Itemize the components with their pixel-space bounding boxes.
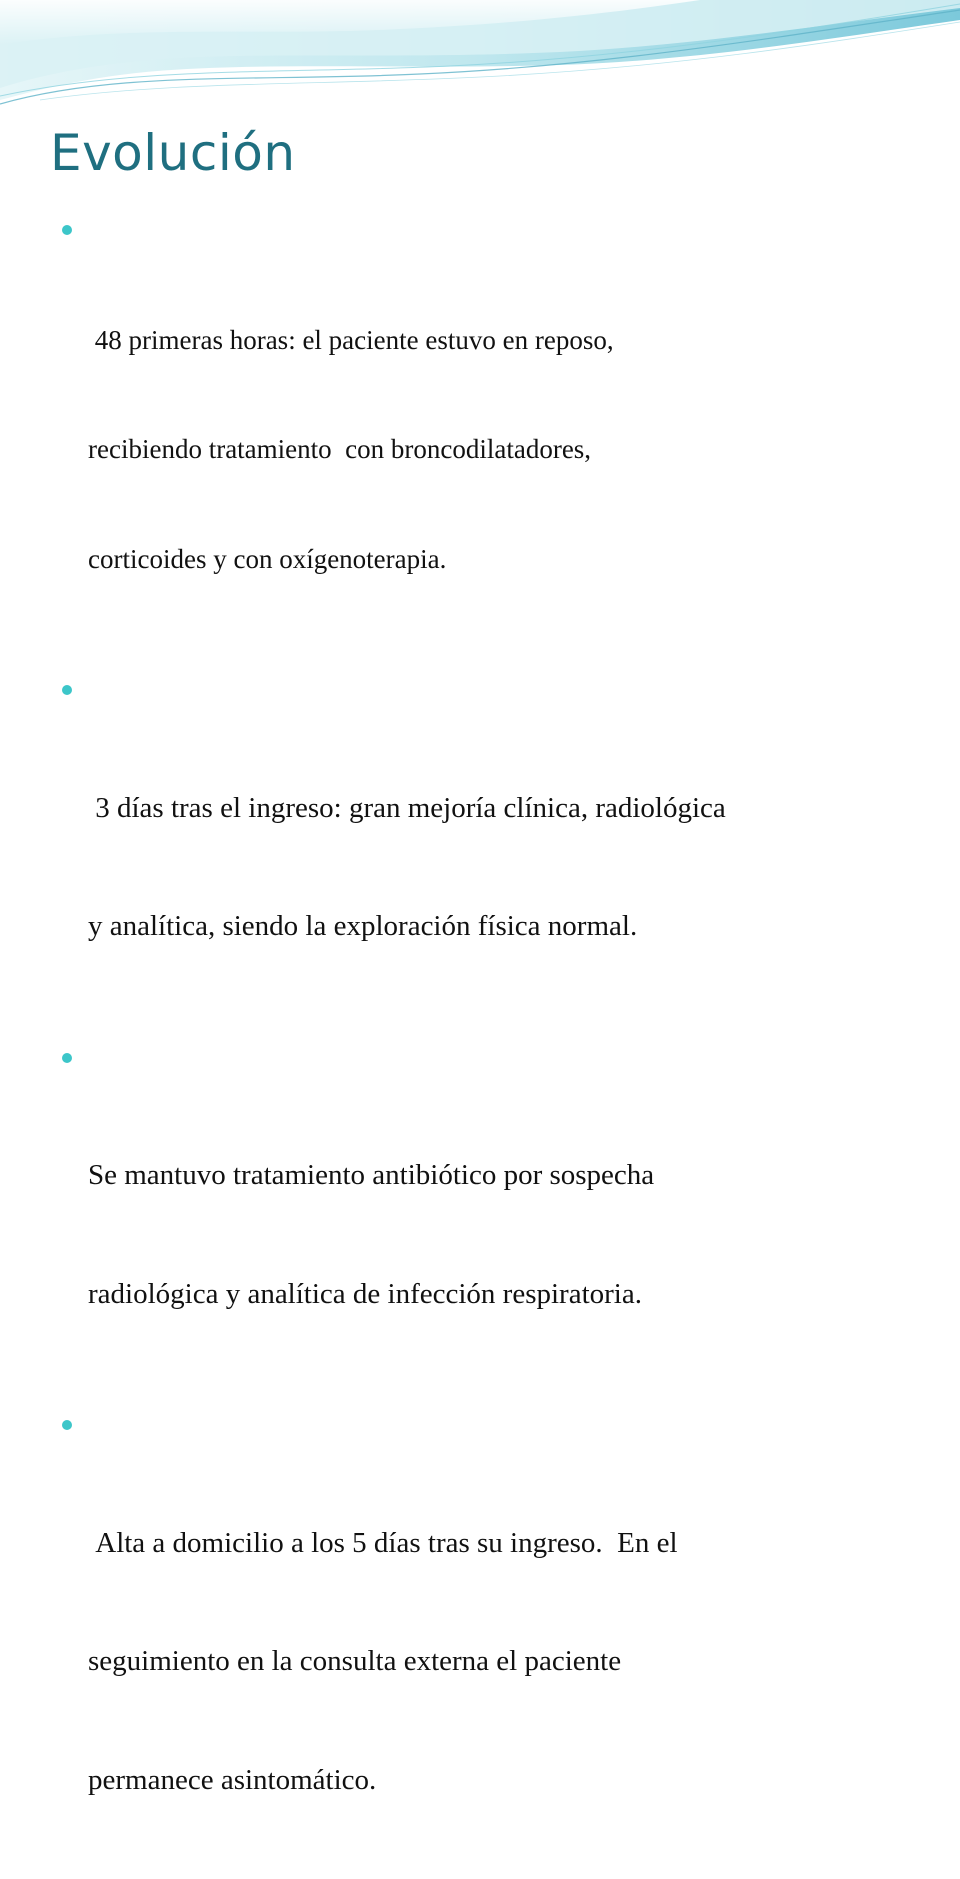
- bullet-dot-icon: [62, 225, 72, 235]
- bullet-item: [88, 1038, 928, 1394]
- bullet-item: [88, 670, 928, 1026]
- header-wave-decoration: [0, 0, 960, 110]
- bullet-line: permanece asintomático.: [88, 1763, 377, 1796]
- bullet-line: seguimiento en la consulta externa el paciente: [88, 1645, 622, 1677]
- bullet-item: [88, 212, 928, 650]
- bullet-item: [88, 1405, 928, 1879]
- bullet-line: recibiendo tratamiento con broncodilatadores,: [88, 434, 592, 464]
- bullet-line: Se mantuvo tratamiento antibiótico por sospecha: [88, 1159, 655, 1191]
- bullet-dot-icon: [62, 685, 72, 695]
- bullet-line: corticoides y con oxígenoterapia.: [88, 543, 447, 574]
- bullet-list: [88, 212, 928, 1879]
- slide-title: Evolución: [50, 124, 296, 182]
- bullet-dot-icon: [62, 1053, 72, 1063]
- bullet-line: Alta a domicilio a los 5 días tras su ingreso. En el: [88, 1526, 678, 1559]
- bullet-dot-icon: [62, 1420, 72, 1430]
- bullet-line: 48 primeras horas: el paciente estuvo en reposo,: [88, 324, 614, 355]
- bullet-line: y analítica, siendo la exploración física normal.: [88, 910, 638, 942]
- bullet-line: radiológica y analítica de infección respiratoria.: [88, 1277, 642, 1310]
- bullet-line: 3 días tras el ingreso: gran mejoría clínica, radiológica: [88, 791, 726, 824]
